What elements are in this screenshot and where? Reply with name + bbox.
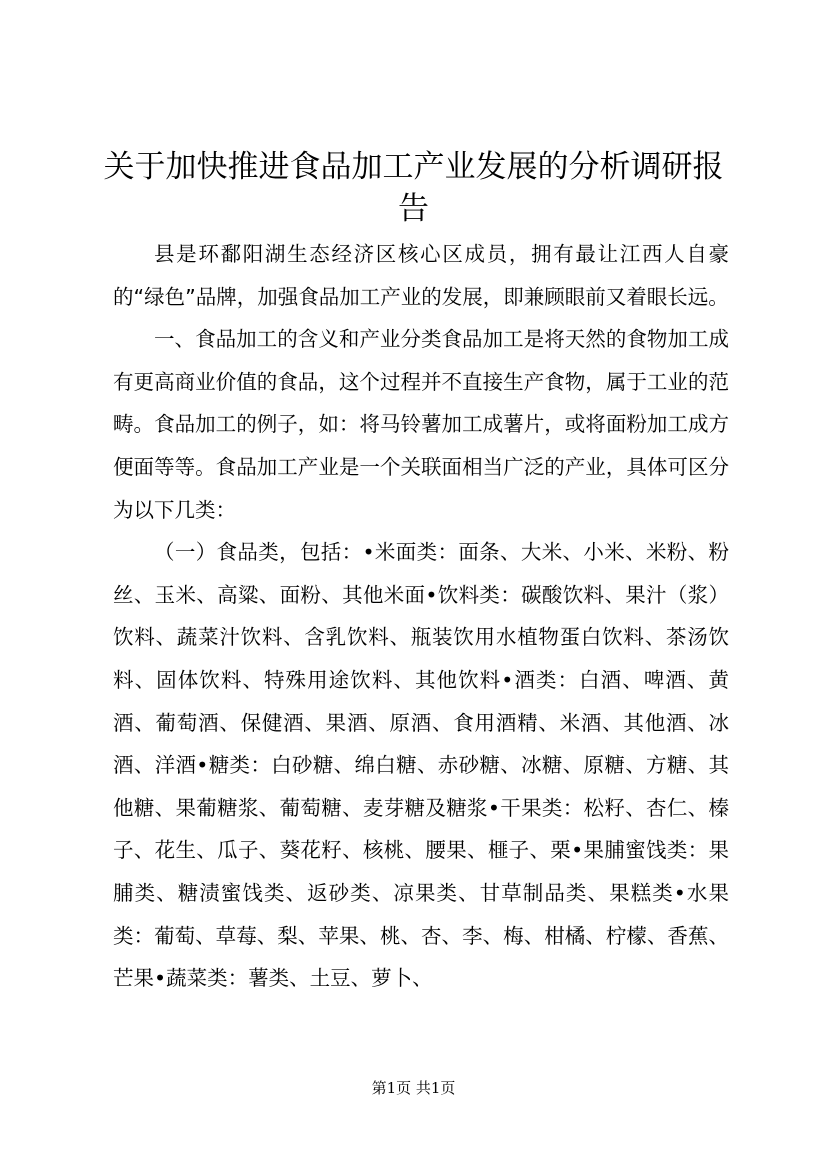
document-title: 关于加快推进食品加工产业发展的分析调研报告 <box>103 149 724 227</box>
page-footer: 第1页 共1页 <box>371 1079 456 1097</box>
paragraph-definition: 一、食品加工的含义和产业分类食品加工是将天然的食物加工成有更高商业价值的食品，这个过程并不直接生产食物，属于工业的范畴。食品加工的例子，如：将马铃薯加工成薯片，或将面粉加工成方便面等等。食品加工产业是一个关联面相当广泛的产业，具体可区分为以下几类： <box>113 327 729 522</box>
paragraph-intro: 县是环鄱阳湖生态经济区核心区成员，拥有最让江西人自豪的“绿色”品牌，加强食品加工产业的发展，即兼顾眼前又着眼长远。 <box>113 242 729 309</box>
document-body <box>113 233 729 1000</box>
paragraph-food-categories: （一）食品类，包括：•米面类：面条、大米、小米、米粉、粉丝、玉米、高粱、面粉、其他米面•饮料类：碳酸饮料、果汁（浆）饮料、蔬菜汁饮料、含乳饮料、瓶装饮用水植物蛋白饮料、茶汤饮料、固体饮料、特殊用途饮料、其他饮料•酒类：白酒、啤酒、黄酒、葡萄酒、保健酒、果酒、原酒、食用酒精、米酒、其他酒、冰酒、洋酒•糖类：白砂糖、绵白糖、赤砂糖、冰糖、原糖、方糖、其他糖、果葡糖浆、葡萄糖、麦芽糖及糖浆•干果类：松籽、杏仁、榛子、花生、瓜子、葵花籽、核桃、腰果、榧子、栗•果脯蜜饯类：果脯类、糖渍蜜饯类、返砂类、凉果类、甘草制品类、果糕类•水果类：葡萄、草莓、梨、苹果、桃、杏、李、梅、柑橘、柠檬、香蕉、芒果•蔬菜类：薯类、土豆、萝卜、 <box>113 540 729 991</box>
